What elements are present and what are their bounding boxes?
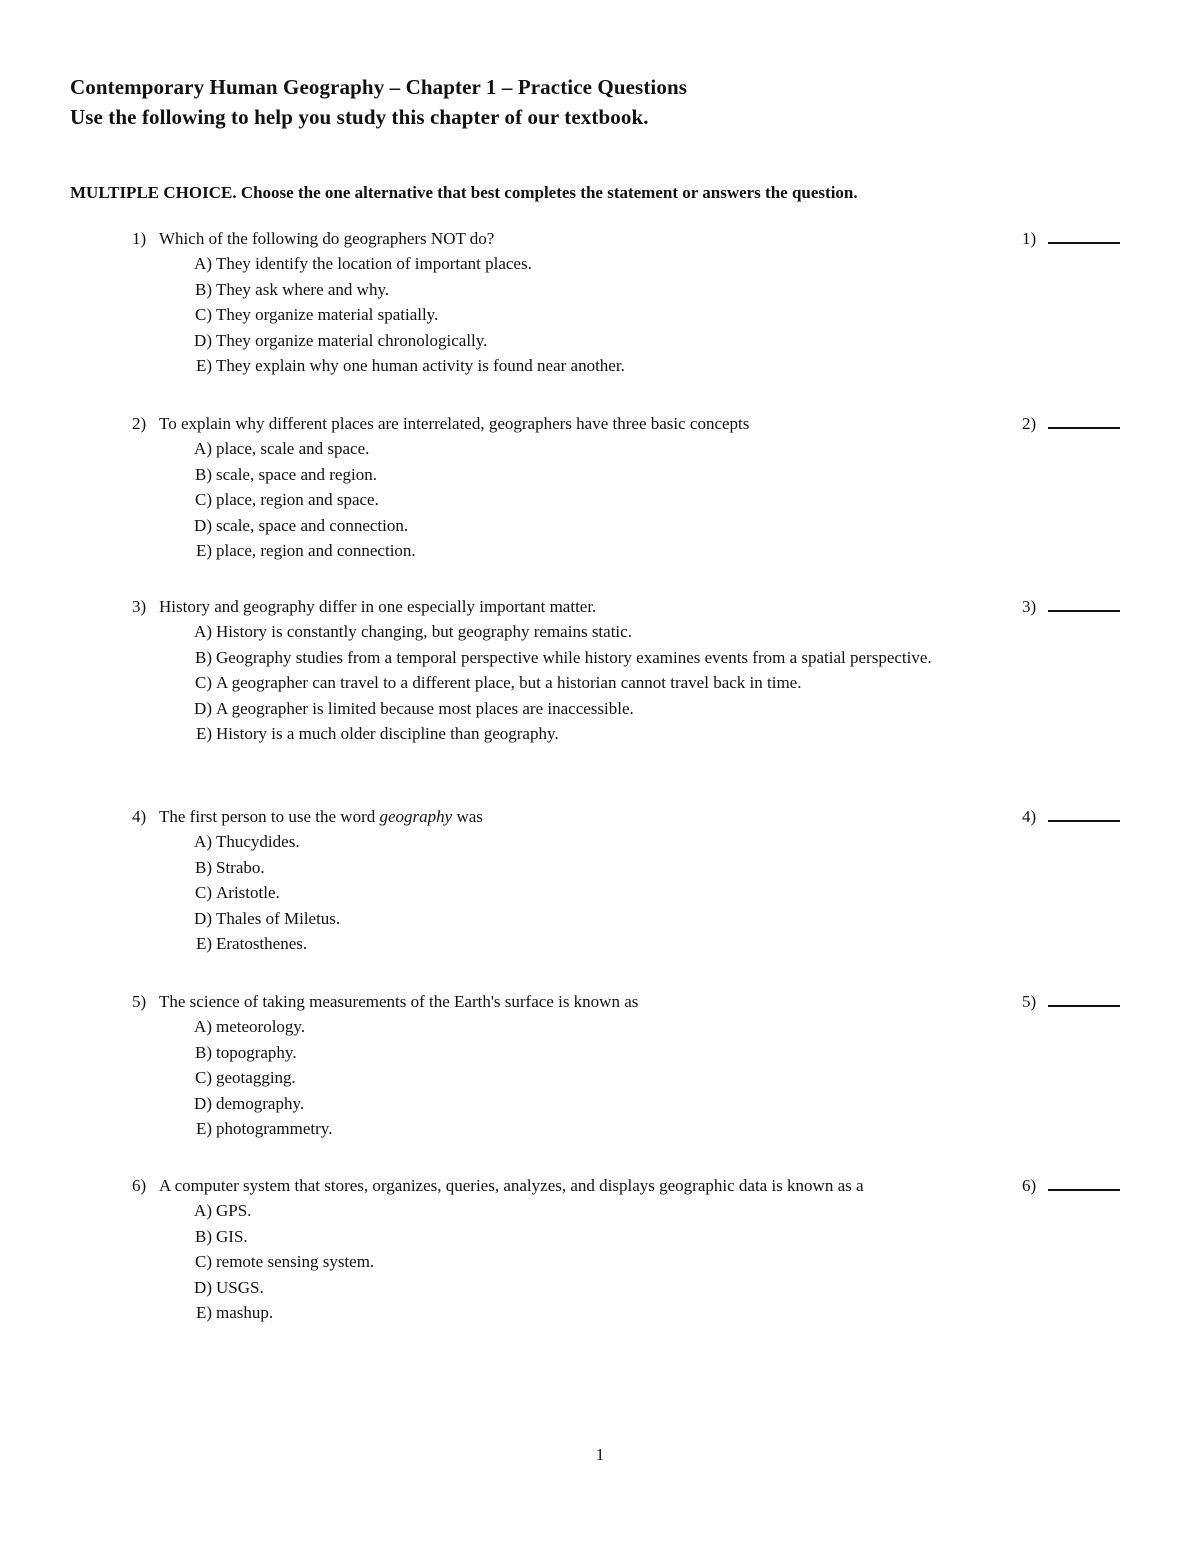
- choice-list: [132, 829, 1132, 957]
- choice-text: A geographer is limited because most places are inaccessible.: [216, 698, 634, 718]
- choice-text: demography.: [216, 1093, 305, 1113]
- choice-text: topography.: [216, 1042, 297, 1062]
- choice-text: Strabo.: [216, 857, 265, 877]
- choice-letter: D): [194, 515, 212, 535]
- choice-text: place, region and connection.: [216, 541, 416, 560]
- question-text: [132, 411, 962, 436]
- choice-list: [132, 436, 1132, 564]
- choice-list: [132, 1014, 1132, 1142]
- choice-text: scale, space and region.: [216, 464, 377, 484]
- choice-item: [132, 906, 962, 932]
- choice-text: GIS.: [216, 1226, 248, 1246]
- choice-text: photogrammetry.: [216, 1119, 333, 1138]
- question-number: 5): [132, 992, 147, 1011]
- answer-label: 2): [1022, 414, 1037, 433]
- choice-text: They explain why one human activity is found near another.: [216, 356, 625, 375]
- question-item: [132, 804, 1132, 957]
- choice-item: [132, 1224, 962, 1250]
- question-item: [132, 226, 1132, 379]
- choice-list: [132, 1198, 1132, 1326]
- choice-text: They organize material spatially.: [216, 305, 439, 324]
- choice-text: Thucydides.: [216, 832, 300, 851]
- choice-item: [132, 829, 962, 855]
- answer-blank[interactable]: [1048, 1175, 1120, 1191]
- question-item: [132, 411, 1132, 564]
- section-instructions: MULTIPLE CHOICE. Choose the one alternative that best completes the statement or answers the question.: [70, 183, 858, 202]
- choice-text: place, region and space.: [216, 490, 379, 509]
- choice-letter: A): [194, 1017, 212, 1036]
- question-text-part: To explain why different places are interrelated, geographers have three basic concepts: [159, 414, 750, 433]
- question-stem: [132, 989, 962, 1014]
- choice-item: [132, 721, 962, 747]
- document-title: Contemporary Human Geography – Chapter 1 – Practice Questions: [70, 75, 687, 99]
- choice-text: They organize material chronologically.: [216, 330, 488, 350]
- answer-slot: [1022, 226, 1120, 251]
- choice-item: [132, 1040, 962, 1066]
- question-text-part: The first person to use the word: [159, 807, 380, 826]
- choice-text: scale, space and connection.: [216, 515, 409, 535]
- question-text-part: A computer system that stores, organizes, queries, analyzes, and displays geographic data is known as a: [159, 1176, 864, 1195]
- choice-letter: E): [195, 1119, 212, 1138]
- choice-text: They ask where and why.: [216, 279, 390, 299]
- choice-item: [132, 1065, 962, 1091]
- question-item: [132, 989, 1132, 1142]
- choice-text: History is constantly changing, but geography remains static.: [216, 622, 632, 641]
- answer-slot: [1022, 594, 1120, 619]
- choice-item: [132, 436, 962, 462]
- choice-item: [132, 1300, 962, 1326]
- choice-text: mashup.: [216, 1303, 274, 1322]
- question-text: [132, 804, 962, 829]
- choice-letter: D): [194, 1277, 212, 1297]
- choice-list: [132, 619, 1132, 747]
- choice-item: [132, 880, 962, 906]
- choice-letter: B): [195, 464, 212, 484]
- choice-letter: D): [194, 698, 212, 718]
- choice-text: place, scale and space.: [216, 439, 370, 458]
- question-stem: [132, 226, 962, 251]
- choice-text: GPS.: [216, 1201, 252, 1220]
- question-stem: [132, 1173, 962, 1198]
- answer-label: 3): [1022, 597, 1037, 616]
- choice-text: A geographer can travel to a different place, but a historian cannot travel back in time.: [216, 673, 802, 692]
- choice-letter: B): [195, 857, 212, 877]
- answer-blank[interactable]: [1048, 228, 1120, 244]
- choice-item: [132, 670, 962, 696]
- choice-letter: A): [194, 439, 212, 458]
- choice-text: History is a much older discipline than geography.: [216, 724, 559, 743]
- question-emphasis: geography: [379, 807, 453, 826]
- question-stem: [132, 804, 962, 829]
- question-number: 6): [132, 1176, 147, 1195]
- choice-letter: D): [194, 908, 212, 928]
- answer-blank[interactable]: [1048, 413, 1120, 429]
- choice-letter: A): [194, 832, 212, 851]
- question-text: [132, 594, 962, 619]
- question-stem: [132, 411, 962, 436]
- choice-letter: C): [195, 673, 212, 692]
- answer-label: 1): [1022, 229, 1037, 248]
- choice-item: [132, 487, 962, 513]
- answer-slot: [1022, 1173, 1120, 1198]
- question-text: [132, 1173, 962, 1198]
- choice-letter: D): [194, 330, 212, 350]
- question-text-part: Which of the following do geographers NOT do?: [159, 229, 495, 248]
- question-text-part: was: [452, 807, 483, 826]
- choice-letter: A): [194, 622, 212, 641]
- choice-item: [132, 538, 962, 564]
- choice-text: meteorology.: [216, 1017, 306, 1036]
- answer-blank[interactable]: [1048, 596, 1120, 612]
- answer-slot: [1022, 804, 1120, 829]
- choice-text: They identify the location of important places.: [216, 254, 532, 273]
- choice-item: [132, 645, 962, 671]
- choice-text: Eratosthenes.: [216, 934, 308, 953]
- choice-text: geotagging.: [216, 1068, 296, 1087]
- choice-text: Aristotle.: [216, 883, 280, 902]
- choice-item: [132, 462, 962, 488]
- answer-label: 5): [1022, 992, 1037, 1011]
- choice-item: [132, 1014, 962, 1040]
- choice-letter: C): [195, 1068, 212, 1087]
- choice-item: [132, 513, 962, 539]
- question-text: [132, 226, 962, 251]
- choice-letter: D): [194, 1093, 212, 1113]
- document-subtitle: Use the following to help you study this chapter of our textbook.: [70, 105, 649, 129]
- choice-item: [132, 931, 962, 957]
- choice-item: [132, 353, 962, 379]
- choice-item: [132, 1249, 962, 1275]
- page-number: 1: [595, 1445, 605, 1464]
- choice-text: Thales of Miletus.: [216, 908, 341, 928]
- choice-letter: C): [195, 305, 212, 324]
- question-number: 1): [132, 229, 147, 248]
- choice-text: remote sensing system.: [216, 1252, 375, 1271]
- answer-blank[interactable]: [1048, 991, 1120, 1007]
- choice-item: [132, 1116, 962, 1142]
- choice-item: [132, 619, 962, 645]
- choice-item: [132, 1198, 962, 1224]
- answer-blank[interactable]: [1048, 806, 1120, 822]
- question-text: [132, 989, 962, 1014]
- choice-text: Geography studies from a temporal perspective while history examines events from a spatial perspective.: [216, 647, 932, 667]
- choice-letter: E): [195, 724, 212, 743]
- choice-item: [132, 1091, 962, 1117]
- choice-letter: C): [195, 883, 212, 902]
- answer-slot: [1022, 989, 1120, 1014]
- choice-letter: E): [195, 1303, 212, 1322]
- question-text-part: The science of taking measurements of the Earth's surface is known as: [159, 992, 639, 1011]
- choice-letter: E): [195, 934, 212, 953]
- choice-letter: A): [194, 1201, 212, 1220]
- choice-letter: E): [195, 541, 212, 560]
- choice-item: [132, 277, 962, 303]
- answer-slot: [1022, 411, 1120, 436]
- question-text-part: History and geography differ in one especially important matter.: [159, 597, 597, 616]
- choice-letter: C): [195, 1252, 212, 1271]
- choice-item: [132, 855, 962, 881]
- choice-text: USGS.: [216, 1277, 264, 1297]
- question-stem: [132, 594, 962, 619]
- choice-letter: B): [195, 1042, 212, 1062]
- choice-letter: A): [194, 254, 212, 273]
- question-number: 2): [132, 414, 147, 433]
- answer-label: 4): [1022, 807, 1037, 826]
- question-item: [132, 1173, 1132, 1326]
- choice-letter: B): [195, 279, 212, 299]
- choice-letter: B): [195, 1226, 212, 1246]
- choice-item: [132, 1275, 962, 1301]
- choice-item: [132, 302, 962, 328]
- choice-item: [132, 328, 962, 354]
- choice-letter: E): [195, 356, 212, 375]
- choice-item: [132, 696, 962, 722]
- question-number: 4): [132, 807, 147, 826]
- choice-letter: B): [195, 647, 212, 667]
- choice-list: [132, 251, 1132, 379]
- question-item: [132, 594, 1132, 747]
- answer-label: 6): [1022, 1176, 1037, 1195]
- choice-item: [132, 251, 962, 277]
- question-number: 3): [132, 597, 147, 616]
- choice-letter: C): [195, 490, 212, 509]
